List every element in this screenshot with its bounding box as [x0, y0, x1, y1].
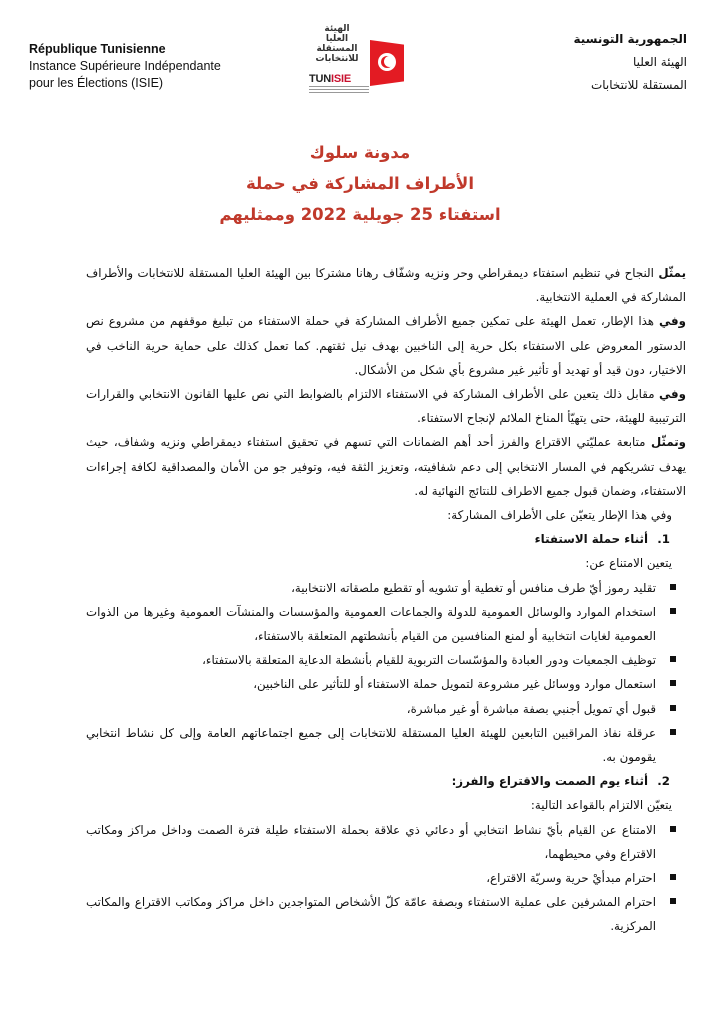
list-item: [86, 697, 686, 721]
paragraph-5: وفي هذا الإطار يتعيّن على الأطراف المشاركة:: [447, 508, 672, 523]
logo-ar-line1: الهيئة: [324, 24, 350, 34]
section-2-number: 2.: [657, 774, 670, 789]
paragraph-1-lead: يمثّل: [658, 266, 686, 280]
header-french: [29, 41, 239, 92]
list-item: [86, 600, 686, 648]
list-item: [86, 576, 686, 600]
list-item-text: تقليد رموز أيّ طرف منافس أو تغطية أو تشويه أو تقطيع ملصقاته الانتخابية،: [291, 580, 656, 595]
bullet-square-icon: [670, 729, 676, 735]
header-arabic-line1: الجمهورية التونسية: [573, 32, 687, 46]
header-french-line1: République Tunisienne: [29, 42, 166, 56]
list-item-text: قبول أي تمويل أجنبي بصفة مباشرة أو غير مباشرة،: [406, 701, 656, 716]
isie-logo: [303, 22, 413, 104]
bullet-square-icon: [670, 705, 676, 711]
logo-brand-prefix: TUN: [309, 73, 332, 85]
title-line3: استفتاء 25 جويلية 2022 وممثليهم: [219, 205, 501, 224]
logo-ar-line3: المستقلة: [316, 44, 358, 54]
list-item-text: احترام المشرفين على عملية الاستفتاء وبصفة عامّة كلّ الأشخاص المتواجدين داخل مراكز ومكاتب الاقتراع والمكاتب المركزية.: [86, 895, 656, 934]
header-french-line2: Instance Supérieure Indépendante: [29, 59, 221, 73]
header-arabic-line2: الهيئة العليا: [632, 55, 687, 69]
title-line1: مدونة سلوك: [309, 143, 411, 162]
paragraph-2-text: هذا الإطار، تعمل الهيئة على تمكين جميع الأطراف المشاركة في حملة الاستفتاء من تبليغ موقفهم من مشروع نص الدستور المعروض على الاستفتاء بكل حرية إلى الناخبين بهدف نيل ثقتهم. كما تعمل كذلك على حماية حرية الناخب في الاختيار، دون قيد أو تهديد أو تأثير غير مشروع بأي شكل من الأشكال.: [86, 314, 686, 377]
header-french-line3: pour les Élections (ISIE): [29, 76, 164, 90]
bullet-square-icon: [670, 680, 676, 686]
logo-brand-suffix: ISIE: [331, 73, 352, 85]
tunisia-flag-icon: [370, 40, 404, 86]
section-2-heading: [86, 769, 686, 793]
logo-subtext-lines: [309, 86, 369, 100]
paragraph-2: [86, 309, 686, 382]
list-item: [86, 721, 686, 769]
list-item-text: استعمال موارد ووسائل غير مشروعة لتمويل حملة الاستفتاء أو للتأثير على الناخبين،: [253, 677, 656, 692]
list-item-text: استخدام الموارد والوسائل العمومية للدولة والجماعات العمومية والمؤسسات والمنشآت العمومية وغيرها من الذوات العمومية لغايات انتخابية أو لمنع المنافسين من القيام بأنشطتهم المتعلقة بالاستفتاء،: [86, 604, 656, 644]
bullet-square-icon: [670, 608, 676, 614]
bullet-square-icon: [670, 656, 676, 662]
bullet-square-icon: [670, 898, 676, 904]
list-item: [86, 818, 686, 866]
paragraph-2-lead: وفي: [659, 314, 686, 329]
paragraph-3-text: مقابل ذلك يتعين على الأطراف المشاركة في الاستفتاء الالتزام بالضوابط التي نص عليها القانون الانتخابي والقرارات الترتيبية للهيئة، حتى يتهيّأ المناخ الملائم لإنجاح الاستفتاء.: [86, 387, 686, 426]
bullet-square-icon: [670, 826, 676, 832]
paragraph-4: [86, 430, 686, 503]
list-item-text: عرقلة نفاذ المراقبين التابعين للهيئة العليا المستقلة للانتخابات إلى جميع اجتماعاتهم العامة وإلى كل نشاط انتخابي يقومون به.: [86, 725, 656, 765]
logo-brand: [309, 73, 351, 85]
section-1-title: أثناء حملة الاستفتاء: [534, 532, 648, 547]
paragraph-4-text: متابعة عمليّتي الاقتراع والفرز أحد أهم الضمانات التي تسهم في تحقيق استفتاء ديمقراطي ونزيه وشفاف، حيث يهدف تشريكهم في المسار الانتخابي إلى دعم شفافيته، وتعزيز الثقة فيه، وتوفير جو من الأمان والمصداقية لكافة إجراءات الاستفتاء، وضمان قبول جميع الاطراف للنتائج النهائية له.: [86, 435, 686, 498]
list-item: [86, 672, 686, 696]
section-2-intro: يتعيّن الالتزام بالقواعد التالية:: [530, 798, 672, 813]
logo-ar-line4: للانتخابات: [315, 54, 359, 64]
paragraph-4-lead: وتمثّل: [650, 435, 686, 450]
list-item: [86, 648, 686, 672]
list-item: [86, 890, 686, 938]
document-title: [0, 137, 720, 230]
section-2-list: [86, 818, 686, 939]
list-item-text: الامتناع عن القيام بأيّ نشاط انتخابي أو دعائي ذي علاقة بحملة الاستفتاء طيلة فترة الصمت وداخل مراكز ومكاتب الاقتراع وفي محيطهما،: [86, 822, 656, 861]
section-1-intro: يتعين الامتناع عن:: [585, 556, 672, 571]
paragraph-1-text: النجاح في تنظيم استفتاء ديمقراطي وحر ونزيه وشفّاف رهانا مشتركا بين الهيئة العليا المستقلة للانتخابات والأطراف المشاركة في العملية الانتخابية.: [86, 266, 686, 305]
paragraph-3-lead: وفي: [659, 387, 686, 402]
bullet-square-icon: [670, 584, 676, 590]
section-2-title: أثناء يوم الصمت والاقتراع والفرز:: [451, 774, 648, 789]
logo-arabic-text: [307, 24, 367, 64]
list-item-text: توظيف الجمعيات ودور العبادة والمؤسّسات التربوية للقيام بأنشطة الدعاية المتعلقة بالاستفتاء،: [202, 653, 656, 668]
title-line2: الأطراف المشاركة في حملة: [246, 174, 474, 193]
logo-ar-line2: العليا: [325, 34, 349, 44]
document-body: [86, 261, 686, 939]
paragraph-1: [86, 261, 686, 309]
section-1-number: 1.: [657, 532, 670, 547]
paragraph-3: [86, 382, 686, 430]
list-item-text: احترام مبدأيْ حرية وسريّة الاقتراع،: [486, 871, 656, 886]
list-item: [86, 866, 686, 890]
header-arabic-line3: المستقلة للانتخابات: [590, 78, 687, 92]
section-1-list: [86, 576, 686, 770]
section-1-heading: [86, 527, 686, 551]
header-arabic: [517, 28, 687, 97]
bullet-square-icon: [670, 874, 676, 880]
